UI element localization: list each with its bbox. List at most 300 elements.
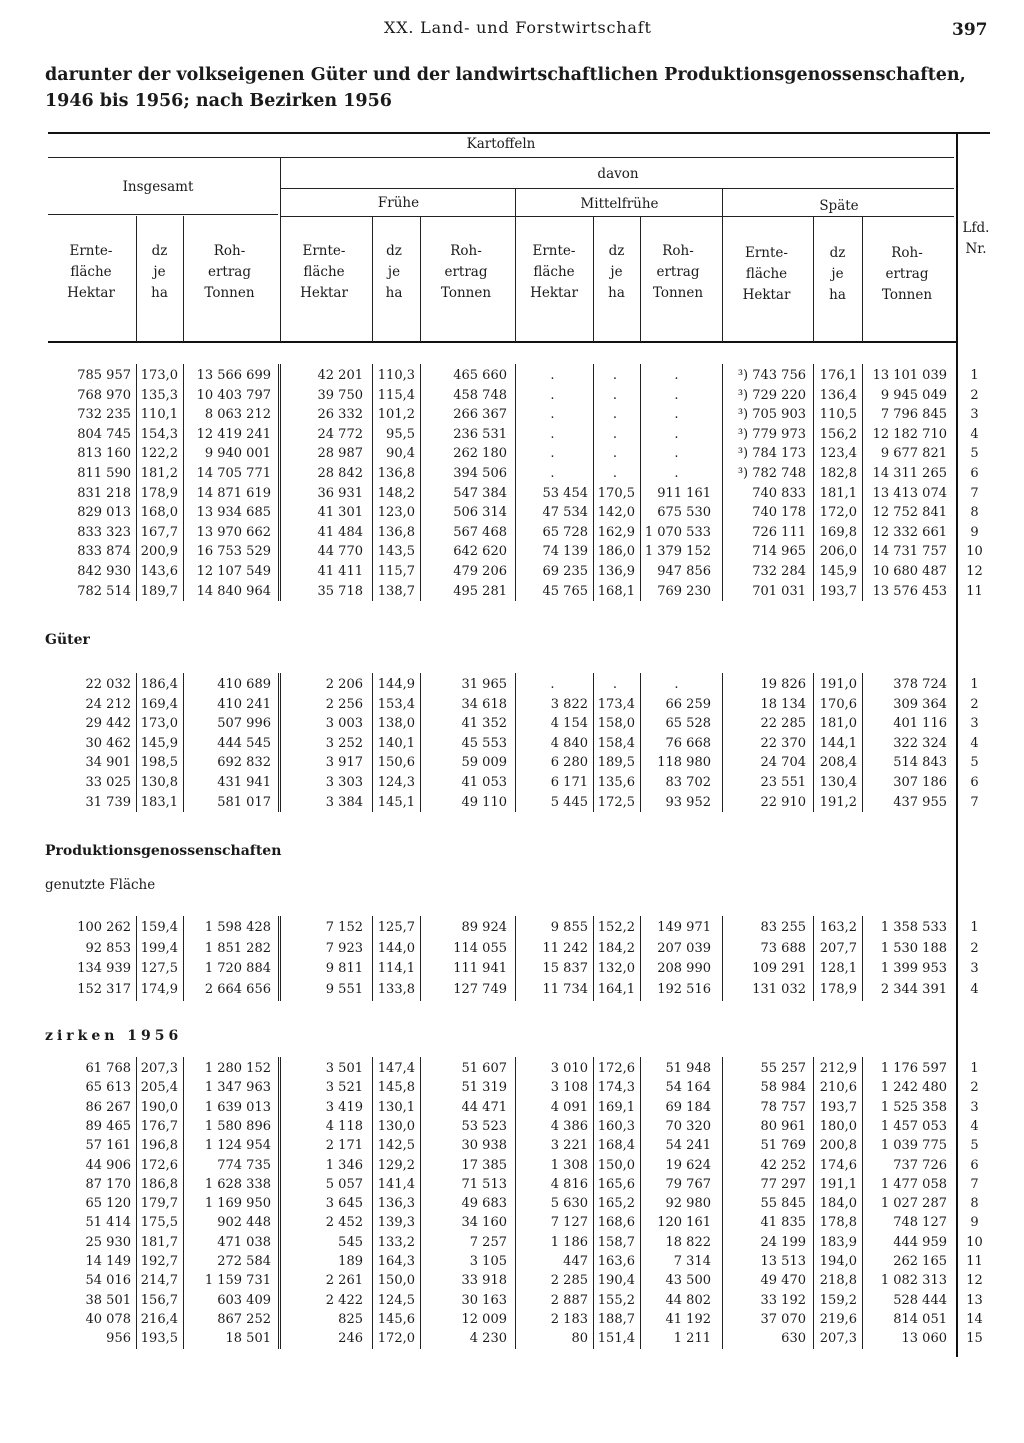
table-cell: ³) 782 748 <box>737 466 806 481</box>
table-cell: 155,2 <box>597 1292 635 1308</box>
table-cell: 41 352 <box>461 716 507 732</box>
table-cell: 181,1 <box>819 485 857 501</box>
table-cell: 145,1 <box>377 794 415 810</box>
table-cell: 13 060 <box>901 1331 947 1347</box>
table-cell: 13 970 662 <box>196 524 271 540</box>
table-cell: 162,9 <box>597 524 635 540</box>
header-vline <box>420 216 421 342</box>
table-cell: ³) 779 973 <box>737 426 806 442</box>
table-cell: 37 070 <box>760 1311 806 1327</box>
table-cell: 53 523 <box>461 1118 507 1134</box>
table-cell: 42 201 <box>317 368 363 383</box>
table-cell: 44 471 <box>461 1099 507 1115</box>
table-cell: 3 108 <box>550 1080 588 1096</box>
table-cell: 5 057 <box>325 1176 363 1192</box>
table-cell: 130,8 <box>140 775 178 790</box>
table-cell: 193,7 <box>819 1099 857 1115</box>
table-cell: 150,6 <box>377 755 415 771</box>
table-cell: 80 <box>571 1331 588 1347</box>
table-cell: . <box>612 407 618 423</box>
table-cell: 9 551 <box>325 982 363 998</box>
page-number: 397 <box>952 20 988 40</box>
table-cell: 9 677 821 <box>880 446 947 462</box>
table-cell: 190,0 <box>140 1099 178 1115</box>
table-cell: 17 385 <box>461 1157 507 1173</box>
table-cell: 130,0 <box>377 1118 415 1134</box>
table-cell: 78 757 <box>760 1099 806 1115</box>
table-row <box>0 1235 1024 1254</box>
header-vline <box>183 216 184 342</box>
column-header-line: je <box>831 266 844 282</box>
column-header <box>815 243 860 306</box>
table-cell: 1 169 950 <box>204 1196 271 1212</box>
table-cell: 40 078 <box>85 1311 131 1327</box>
table-cell: 1 346 <box>325 1157 363 1173</box>
table-cell: 726 111 <box>752 524 806 540</box>
table-cell: 34 618 <box>461 696 507 712</box>
table-cell: 266 367 <box>453 407 507 423</box>
table-cell: . <box>550 446 555 462</box>
table-cell: 41 484 <box>317 524 363 540</box>
table-cell: 431 941 <box>217 775 271 790</box>
table-cell: ³) 784 173 <box>737 446 806 462</box>
table-cell: 153,4 <box>377 696 415 712</box>
table-row <box>0 1177 1024 1196</box>
table-cell: 168,6 <box>597 1215 635 1231</box>
table-cell: 13 101 039 <box>872 368 947 383</box>
table-cell: 55 845 <box>760 1196 806 1212</box>
column-header-line: Roh- <box>450 243 482 259</box>
table-row <box>0 677 1024 696</box>
header-fruehe: Frühe <box>377 195 420 211</box>
table-cell: 1 242 480 <box>880 1080 947 1096</box>
table-cell: 732 284 <box>752 564 806 579</box>
table-cell: 159,2 <box>819 1292 857 1308</box>
column-header-line: fläche <box>70 264 112 280</box>
table-cell: 189 <box>338 1254 363 1269</box>
table-cell: 196,8 <box>140 1138 178 1154</box>
table-cell: 193,5 <box>140 1331 178 1347</box>
row-number-cell: 1 <box>970 677 979 692</box>
column-header-line: dz <box>829 245 846 261</box>
table-cell: 5 630 <box>550 1196 588 1212</box>
table-cell: 168,0 <box>140 505 178 521</box>
row-number-cell: 4 <box>970 735 979 751</box>
table-cell: 133,2 <box>377 1234 415 1250</box>
table-cell: 41 301 <box>317 505 363 521</box>
table-cell: 1 280 152 <box>204 1061 271 1076</box>
table-cell: 45 765 <box>542 583 588 599</box>
table-cell: 207 039 <box>657 940 711 956</box>
table-cell: 200,8 <box>819 1138 857 1154</box>
table-cell: 110,5 <box>819 407 857 423</box>
table-cell: 26 332 <box>317 407 363 423</box>
table-cell: 178,9 <box>140 485 178 501</box>
table-cell: 12 107 549 <box>196 564 271 579</box>
table-cell: 14 705 771 <box>196 466 271 481</box>
table-cell: 4 118 <box>325 1118 363 1134</box>
column-header <box>422 241 510 304</box>
table-cell: 36 931 <box>317 485 363 501</box>
table-cell: 737 726 <box>893 1157 947 1173</box>
table-cell: 188,7 <box>597 1311 635 1327</box>
table-cell: 183,9 <box>819 1234 857 1250</box>
table-cell: 136,3 <box>377 1196 415 1212</box>
table-cell: 394 506 <box>453 466 507 481</box>
column-header-line: fläche <box>533 264 575 280</box>
table-cell: 170,6 <box>819 696 857 712</box>
section-title-lpg: Produktionsgenossenschaften <box>45 843 282 859</box>
table-cell: 1 358 533 <box>880 920 947 935</box>
table-cell: 1 159 731 <box>204 1273 271 1289</box>
table-cell: 867 252 <box>217 1311 271 1327</box>
table-cell: 80 961 <box>760 1118 806 1134</box>
table-cell: 51 319 <box>461 1080 507 1096</box>
page-header <box>0 18 1024 42</box>
table-cell: 58 984 <box>760 1080 806 1096</box>
row-number-cell: 2 <box>970 387 979 403</box>
table-cell: . <box>550 466 555 481</box>
table-cell: 833 323 <box>77 524 131 540</box>
table-cell: 30 163 <box>461 1292 507 1308</box>
column-header-line: Hektar <box>742 287 791 303</box>
column-header-line: Tonnen <box>440 285 492 301</box>
table-cell: 219,6 <box>819 1311 857 1327</box>
table-cell: 41 411 <box>317 564 363 579</box>
table-cell: 49 110 <box>461 794 507 810</box>
column-header-line: Hektar <box>530 285 578 301</box>
table-cell: 172,6 <box>140 1157 178 1173</box>
table-cell: 236 531 <box>453 426 507 442</box>
table-cell: 51 414 <box>85 1215 131 1231</box>
table-cell: 10 680 487 <box>872 564 947 579</box>
table-cell: 630 <box>781 1331 806 1347</box>
table-cell: 210,6 <box>819 1080 857 1096</box>
header-rule-kartoffeln <box>48 157 954 158</box>
table-cell: 173,0 <box>140 716 178 732</box>
table-cell: 831 218 <box>77 485 131 501</box>
table-cell: 129,2 <box>377 1157 415 1173</box>
row-number-cell: 8 <box>970 505 979 521</box>
table-cell: 124,5 <box>377 1292 415 1308</box>
table-cell: 3 419 <box>325 1099 363 1115</box>
table-cell: 309 364 <box>893 696 947 712</box>
table-cell: 1 399 953 <box>880 961 947 977</box>
table-cell: 110,1 <box>140 407 178 423</box>
column-header-line: fläche <box>745 266 788 282</box>
table-cell: ³) 729 220 <box>737 387 806 403</box>
table-cell: 156,7 <box>140 1292 178 1308</box>
table-cell: 603 409 <box>217 1292 271 1308</box>
table-cell: 176,7 <box>140 1118 178 1134</box>
table-cell: 74 139 <box>542 544 588 560</box>
table-cell: 66 259 <box>665 696 711 712</box>
table-cell: 13 566 699 <box>196 368 271 383</box>
table-cell: 51 948 <box>665 1061 711 1076</box>
table-row <box>0 584 1024 603</box>
table-row <box>0 1158 1024 1177</box>
header-nr-label: Nr. <box>965 241 987 257</box>
table-cell: 173,0 <box>140 368 178 383</box>
table-cell: 123,0 <box>377 505 415 521</box>
table-cell: 165,2 <box>597 1196 635 1212</box>
table-cell: 3 105 <box>469 1254 507 1269</box>
table-cell: 41 053 <box>461 775 507 790</box>
column-header-line: Tonnen <box>204 285 255 301</box>
table-cell: 5 445 <box>550 794 588 810</box>
header-vline <box>515 188 516 342</box>
table-cell: 168,1 <box>597 583 635 599</box>
row-number-cell: 3 <box>970 407 979 423</box>
table-cell: 208 990 <box>657 961 711 977</box>
table-cell: 506 314 <box>453 505 507 521</box>
table-cell: 70 320 <box>665 1118 711 1134</box>
table-cell: 4 230 <box>469 1331 507 1347</box>
table-cell: 495 281 <box>453 583 507 599</box>
header-rule-davon <box>280 188 954 189</box>
row-number-cell: 5 <box>970 446 979 462</box>
header-vline <box>722 188 723 342</box>
table-row <box>0 982 1024 1001</box>
table-cell: 11 242 <box>542 940 588 956</box>
header-vline <box>813 216 814 342</box>
table-cell: 115,7 <box>377 564 415 579</box>
table-cell: 14 731 757 <box>872 544 947 560</box>
table-cell: 3 822 <box>550 696 588 712</box>
table-cell: 13 413 074 <box>872 485 947 501</box>
table-cell: 44 802 <box>665 1292 711 1308</box>
table-cell: . <box>550 426 555 442</box>
table-cell: 207,7 <box>819 940 857 956</box>
table-cell: 173,4 <box>597 696 635 712</box>
table-cell: 33 192 <box>760 1292 806 1308</box>
table-row <box>0 1100 1024 1119</box>
table-row <box>0 1119 1024 1138</box>
running-head: XX. Land- und Forstwirtschaft <box>384 18 652 37</box>
table-cell: 22 032 <box>85 677 131 692</box>
column-header-line: ertrag <box>444 264 488 280</box>
table-cell: 181,2 <box>140 466 178 481</box>
table-cell: 172,5 <box>597 794 635 810</box>
table-cell: 190,4 <box>597 1273 635 1289</box>
table-cell: 164,1 <box>597 982 635 998</box>
section-title-gueter: Güter <box>45 632 90 648</box>
table-cell: 61 768 <box>85 1061 131 1076</box>
table-cell: 51 607 <box>461 1061 507 1076</box>
table-cell: 15 837 <box>542 961 588 977</box>
column-header-line: Tonnen <box>652 285 704 301</box>
table-cell: 782 514 <box>77 583 131 599</box>
table-cell: 507 996 <box>217 716 271 732</box>
table-cell: 13 576 453 <box>872 583 947 599</box>
table-cell: 136,9 <box>597 564 635 579</box>
table-cell: 401 116 <box>893 716 947 732</box>
table-cell: 109 291 <box>752 961 806 977</box>
table-cell: 38 501 <box>85 1292 131 1308</box>
table-cell: 7 923 <box>325 940 363 956</box>
table-cell: 89 924 <box>461 920 507 935</box>
table-cell: 136,8 <box>377 466 415 481</box>
table-cell: 769 230 <box>657 583 711 599</box>
table-row <box>0 1273 1024 1292</box>
table-cell: 47 534 <box>542 505 588 521</box>
table-cell: 1 347 963 <box>204 1080 271 1096</box>
table-cell: 12 332 661 <box>872 524 947 540</box>
row-number-cell: 10 <box>966 544 983 560</box>
table-cell: . <box>612 466 618 481</box>
table-cell: 774 735 <box>217 1157 271 1173</box>
table-row <box>0 755 1024 774</box>
table-cell: 111 941 <box>453 961 507 977</box>
table-cell: 701 031 <box>752 583 806 599</box>
table-cell: 1 525 358 <box>880 1099 947 1115</box>
row-number-cell: 9 <box>970 1215 979 1231</box>
table-cell: 133,8 <box>377 982 415 998</box>
table-cell: 24 212 <box>85 696 131 712</box>
table-cell: 581 017 <box>217 794 271 810</box>
table-cell: 567 468 <box>453 524 507 540</box>
table-cell: 3 303 <box>325 775 363 790</box>
table-cell: 10 403 797 <box>196 387 271 403</box>
table-cell: 65 613 <box>85 1080 131 1096</box>
table-cell: 3 501 <box>325 1061 363 1076</box>
table-cell: 7 152 <box>325 920 363 935</box>
table-cell: 175,5 <box>140 1215 178 1231</box>
table-cell: 149 971 <box>657 920 711 935</box>
table-cell: 6 280 <box>550 755 588 771</box>
table-cell: 134 939 <box>77 961 131 977</box>
table-cell: 54 241 <box>665 1138 711 1154</box>
table-cell: 191,0 <box>819 677 857 692</box>
table-cell: 947 856 <box>657 564 711 579</box>
table-cell: 49 470 <box>760 1273 806 1289</box>
table-cell: 732 235 <box>77 407 131 423</box>
table-row <box>0 427 1024 446</box>
table-cell: 183,1 <box>140 794 178 810</box>
table-cell: 911 161 <box>657 485 711 501</box>
column-header-line: Roh- <box>662 243 694 259</box>
table-cell: 158,0 <box>597 716 635 732</box>
table-cell: 71 513 <box>461 1176 507 1192</box>
column-header-line: fläche <box>303 264 345 280</box>
table-cell: . <box>550 368 555 383</box>
table-row <box>0 736 1024 755</box>
row-number-cell: 14 <box>966 1311 983 1327</box>
table-cell: 45 553 <box>461 735 507 751</box>
row-number-cell: 4 <box>970 982 979 998</box>
table-cell: 115,4 <box>377 387 415 403</box>
table-cell: 2 206 <box>325 677 363 692</box>
table-cell: 22 285 <box>760 716 806 732</box>
table-cell: 748 127 <box>893 1215 947 1231</box>
table-cell: 1 379 152 <box>644 544 711 560</box>
header-davon: davon <box>597 166 639 182</box>
column-header-line: dz <box>608 243 625 259</box>
table-cell: 191,1 <box>819 1176 857 1192</box>
table-cell: 95,5 <box>386 426 415 442</box>
table-cell: 956 <box>106 1331 131 1347</box>
table-cell: 23 551 <box>760 775 806 790</box>
table-cell: 145,8 <box>377 1080 415 1096</box>
table-cell: 198,5 <box>140 755 178 771</box>
row-number-cell: 5 <box>970 755 979 771</box>
table-cell: 18 501 <box>225 1331 271 1347</box>
table-cell: 514 843 <box>893 755 947 771</box>
table-cell: 69 184 <box>665 1099 711 1115</box>
header-mittelfruehe: Mittelfrühe <box>580 196 659 212</box>
table-cell: 34 901 <box>85 755 131 771</box>
column-header-line: je <box>387 264 401 280</box>
table-cell: 8 063 212 <box>204 407 271 423</box>
table-cell: 118 980 <box>657 755 711 771</box>
table-row <box>0 920 1024 939</box>
table-cell: . <box>612 446 618 462</box>
table-cell: 2 261 <box>325 1273 363 1289</box>
table-cell: 207,3 <box>819 1331 857 1347</box>
table-cell: 90,4 <box>386 446 415 462</box>
header-bottom-rule <box>48 341 956 343</box>
table-row <box>0 1196 1024 1215</box>
header-vline <box>593 216 594 342</box>
table-cell: 714 965 <box>752 544 806 560</box>
table-cell: 145,6 <box>377 1311 415 1327</box>
table-cell: 3 003 <box>325 716 363 732</box>
table-cell: 179,7 <box>140 1196 178 1212</box>
column-header-line: Roh- <box>213 243 246 259</box>
table-cell: 307 186 <box>893 775 947 790</box>
column-header-line: Ernte- <box>69 243 113 259</box>
table-cell: 30 938 <box>461 1138 507 1154</box>
table-cell: 159,4 <box>140 920 178 935</box>
table-cell: 186,0 <box>597 544 635 560</box>
table-cell: 212,9 <box>819 1061 857 1076</box>
table-cell: 176,1 <box>819 368 857 383</box>
table-row <box>0 368 1024 387</box>
table-cell: 246 <box>338 1331 363 1347</box>
table-cell: 124,3 <box>377 775 415 790</box>
header-rule-insgesamt <box>48 214 278 215</box>
table-cell: 458 748 <box>453 387 507 403</box>
table-cell: 83 702 <box>665 775 711 790</box>
table-cell: 145,9 <box>140 735 178 751</box>
column-header <box>138 241 181 304</box>
table-cell: 3 917 <box>325 755 363 771</box>
table-cell: . <box>674 387 679 403</box>
table-cell: 122,2 <box>140 446 178 462</box>
table-cell: 13 513 <box>760 1254 806 1269</box>
table-cell: 138,0 <box>377 716 415 732</box>
row-number-cell: 4 <box>970 426 979 442</box>
table-cell: 178,8 <box>819 1215 857 1231</box>
table-cell: 410 689 <box>217 677 271 692</box>
table-cell: 479 206 <box>453 564 507 579</box>
table-cell: 69 235 <box>542 564 588 579</box>
table-cell: 127,5 <box>140 961 178 977</box>
table-cell: 1 211 <box>673 1331 711 1347</box>
table-row <box>0 505 1024 524</box>
table-cell: 156,2 <box>819 426 857 442</box>
table-cell: 169,1 <box>597 1099 635 1115</box>
table-cell: 444 959 <box>893 1234 947 1250</box>
table-cell: 18 134 <box>760 696 806 712</box>
table-cell: 2 285 <box>550 1273 588 1289</box>
column-header <box>724 243 809 306</box>
table-cell: 33 918 <box>461 1273 507 1289</box>
table-row <box>0 1331 1024 1350</box>
table-cell: 3 221 <box>550 1138 588 1154</box>
column-header-line: je <box>153 264 166 280</box>
table-cell: 9 811 <box>325 961 363 977</box>
